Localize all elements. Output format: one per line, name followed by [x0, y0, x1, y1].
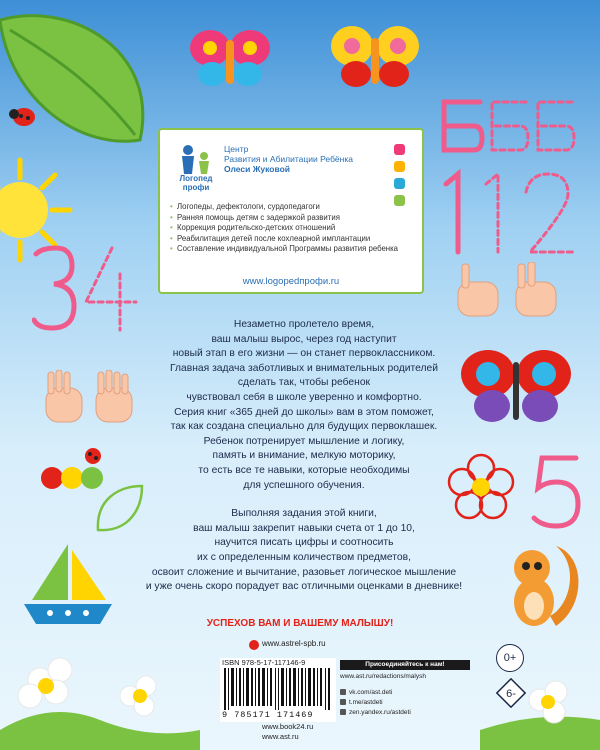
text-line: ваш малыш закрепит навыки счета от 1 до 10, — [193, 522, 415, 534]
hands-counting-illustration-right — [454, 262, 566, 322]
list-item: • Составление индивидуальной Программы развития ребенка — [170, 244, 416, 255]
center-title-line3: Олеси Жуковой — [224, 164, 290, 174]
age-rating-label: 0+ — [503, 652, 517, 664]
social-link-label: t.me/astdeti — [349, 699, 383, 706]
slogan: УСПЕХОВ ВАМ И ВАШЕМУ МАЛЫШУ! — [206, 618, 394, 629]
social-link-label: vk.com/ast.deti — [349, 689, 393, 696]
zen-icon — [340, 709, 346, 715]
list-item: • Ранняя помощь детям с задержкой развития — [170, 213, 416, 224]
text-line: освоит сложение и вычитание, разовьет логическое мышление — [151, 566, 457, 578]
heart-badge-icon — [394, 161, 405, 172]
text-line: так как создана специально для будущих первоклашек. — [170, 421, 438, 433]
digits-1-2-illustration — [440, 168, 585, 258]
digit-5-illustration — [530, 454, 584, 530]
book24-link[interactable]: www.book24.ru — [262, 722, 314, 731]
text-line: то есть все те навыки, которые необходимы — [198, 464, 410, 476]
text-line: чувствовал себя в школе уверенно и комфортно. — [186, 391, 422, 403]
social-link-zen[interactable] — [340, 708, 411, 718]
text-line: Главная задача заботливых и внимательных родителей — [170, 362, 438, 374]
vk-icon — [340, 689, 346, 695]
logoped-website-link[interactable]: www.logopedпрофи.ru — [242, 276, 340, 287]
list-item: • Реабилитация детей после кохлеарной имплантации — [170, 234, 416, 245]
list-item: • Коррекция родительско-детских отношений — [170, 223, 416, 234]
flowers-bottom-illustration — [0, 640, 200, 750]
age-rating-label: 6- — [506, 688, 516, 700]
ladybug-illustration — [8, 104, 40, 128]
center-title-line2: Развития и Абилитации Ребёнка — [224, 154, 353, 164]
social-links — [340, 688, 411, 718]
ast-link[interactable]: www.ast.ru — [262, 732, 299, 741]
list-item: • Логопеды, дефектологи, сурдопедагоги — [170, 202, 416, 213]
social-link-label: zen.yandex.ru/astdeti — [349, 709, 411, 716]
text-line: новый этап в его жизни — он станет первоклассником. — [172, 348, 436, 360]
dotted-letters-illustration — [438, 96, 578, 156]
ast-logo-icon — [249, 640, 259, 650]
logoped-profi-ad-card — [158, 128, 424, 294]
center-title-line1: Центр — [224, 144, 249, 154]
logo-line1: Логопед — [179, 174, 213, 183]
ast-redaction-link[interactable]: www.ast.ru/redactions/malysh — [340, 673, 426, 680]
age-rating-0-badge — [496, 644, 524, 672]
text-line: Незаметно пролетело время, — [233, 319, 375, 330]
text-line: Выполняя задания этой книги, — [231, 508, 377, 520]
text-line: их с определенным количеством предметов, — [197, 551, 411, 563]
book-description — [118, 318, 490, 609]
text-line: и уже очень скоро порадует вас отличными оценками в дневнике! — [145, 581, 463, 593]
butterfly-illustration-2 — [330, 20, 420, 96]
social-link-telegram[interactable] — [340, 698, 411, 708]
squirrel-illustration — [496, 536, 586, 636]
social-link-vk[interactable] — [340, 688, 411, 698]
butterfly-illustration-1 — [188, 24, 272, 94]
join-us-banner: Присоединяйтесь к нам! — [340, 660, 470, 670]
logo-line2: профи — [182, 183, 210, 192]
description-paragraph-1 — [118, 318, 490, 493]
description-paragraph-2 — [118, 507, 490, 595]
text-line: память и внимание, мелкую моторику, — [212, 450, 396, 462]
telegram-icon — [340, 699, 346, 705]
text-line: Ребенок потренирует мышление и логику, — [203, 435, 405, 447]
barcode-block — [220, 658, 336, 722]
logo-wordmark — [166, 174, 226, 192]
sailboat-illustration — [20, 540, 116, 632]
astrel-website-link[interactable]: www.astrel-spb.ru — [262, 639, 326, 648]
text-line: сделать так, чтобы ребенок — [237, 377, 371, 389]
text-line: Серия книг «365 дней до школы» вам в этом поможет, — [174, 406, 434, 418]
text-line: для успешного обучения. — [243, 479, 365, 491]
isbn: ISBN 978-5-17-117146-9 — [222, 658, 306, 667]
services-list — [170, 202, 416, 255]
age-rating-6-badge — [496, 678, 526, 708]
heart-badge-icon — [394, 178, 405, 189]
text-line: ваш малыш вырос, через год наступит — [211, 333, 397, 345]
leaf-illustration — [0, 0, 170, 170]
heart-badge-icon — [394, 144, 405, 155]
barcode-number: 9 785171 171469 — [222, 710, 314, 720]
center-title — [224, 144, 353, 174]
shop-links — [262, 722, 313, 742]
barcode-icon — [224, 668, 332, 710]
text-line: научится писать цифры и соотносить — [214, 537, 394, 549]
